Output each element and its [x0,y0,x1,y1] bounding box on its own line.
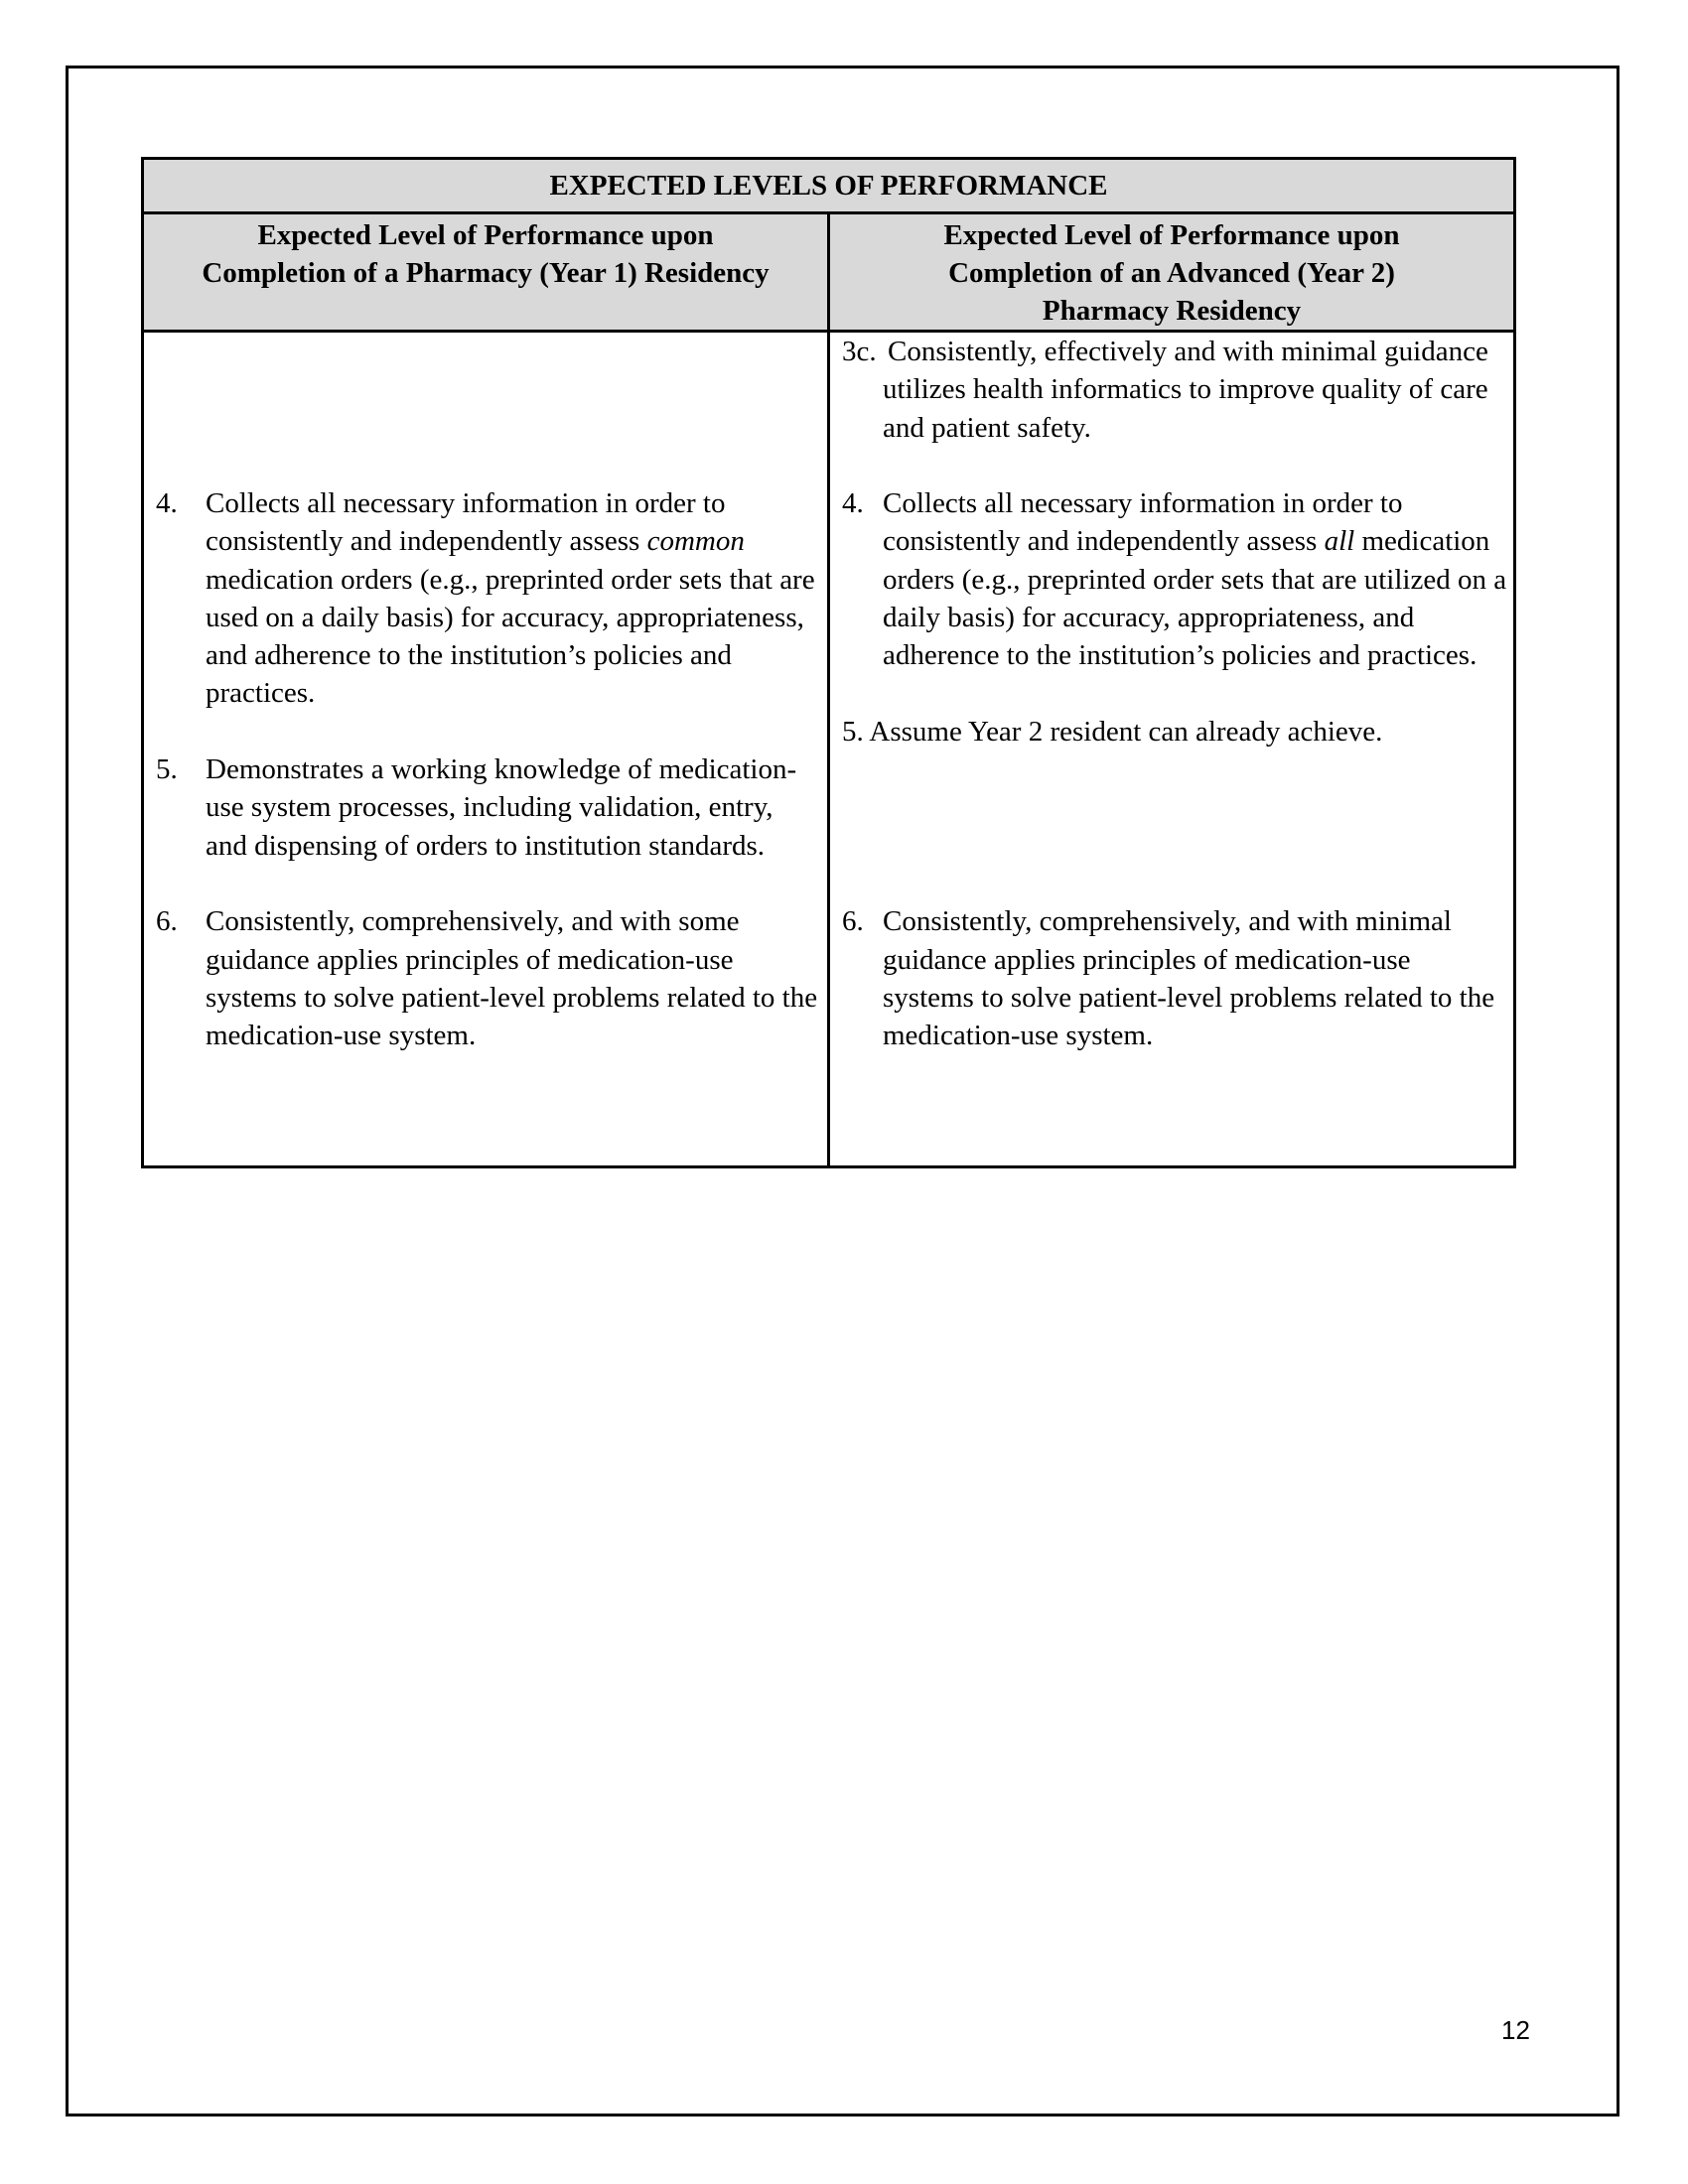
column-header-year2-line3: Pharmacy Residency [1042,295,1302,327]
item-number: 6. [156,905,178,938]
emphasis-text: all [1324,525,1355,558]
year2-item-5 [842,713,1507,751]
emphasis-text: common [646,525,745,558]
year1-item-4 [156,484,821,713]
item-number: 3c. [842,336,877,367]
column-header-year2-line2: Completion of an Advanced (Year 2) [948,257,1395,289]
year1-item-6 [156,902,821,1054]
year2-column-body [829,332,1515,1167]
column-header-year2-line1: Expected Level of Performance upon [943,219,1400,251]
year2-item-6 [842,902,1507,1054]
column-header-year1-line1: Expected Level of Performance upon [257,219,714,251]
expected-levels-table [141,157,1516,1168]
year2-item-3c [842,333,1507,447]
column-header-year2 [829,213,1515,332]
item-number: 4. [156,487,178,519]
table-title: EXPECTED LEVELS OF PERFORMANCE [143,159,1515,213]
item-text: Collects all necessary information in order to consistently and independently assess common medication orders (e.g., preprinted order sets that are used on a daily basis) for accuracy, appropriateness, and adherence to the institution’s policies and practices. [206,487,815,710]
column-header-year1 [143,213,829,332]
item-text: Consistently, comprehensively, and with some guidance applies principles of medication-use systems to solve patient-level problems related to the medication-use system. [206,905,818,1052]
item-number: 5. [156,753,178,786]
item-text: Demonstrates a working knowledge of medication-use system processes, including validation, entry, and dispensing of orders to institution standards. [206,753,797,862]
item-number: 6. [842,905,864,938]
page-number: 12 [1501,2015,1530,2045]
column-header-row [143,213,1515,332]
year1-item-5 [156,751,821,865]
item-text: Assume Year 2 resident can already achieve. [869,715,1383,748]
item-text: Collects all necessary information in order to consistently and independently assess all medication orders (e.g., preprinted order sets that are utilized on a daily basis) for accuracy, appropriateness, and adherence to the institution’s policies and practices. [883,487,1507,672]
year2-item-4 [842,484,1507,674]
item-number: 5. [842,715,870,748]
blank-space [156,333,821,484]
column-header-year1-line2: Completion of a Pharmacy (Year 1) Residency [202,257,770,289]
item-number: 4. [842,487,864,520]
item-text: Consistently, effectively and with minimal guidance utilizes health informatics to improve quality of care and patient safety. [883,336,1488,444]
year1-column-body [143,332,829,1167]
item-text: Consistently, comprehensively, and with minimal guidance applies principles of medication-use systems to solve patient-level problems related to the medication-use system. [883,905,1495,1052]
body-row [143,332,1515,1167]
table-title-row [143,159,1515,213]
